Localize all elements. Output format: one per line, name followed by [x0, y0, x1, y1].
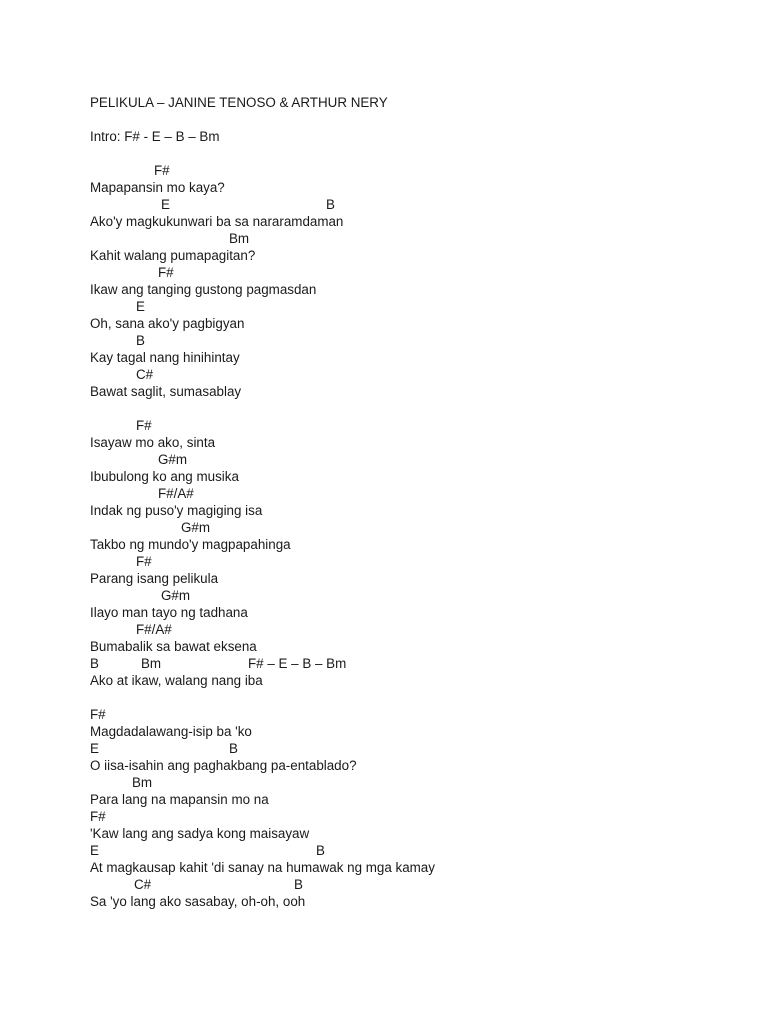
lyric-line: Ako'y magkukunwari ba sa nararamdaman: [90, 214, 344, 229]
chord: B: [229, 741, 238, 756]
chord-line: [90, 842, 730, 859]
chord: F#/A#: [136, 622, 172, 637]
chord-line: [90, 706, 730, 723]
chord-line: [90, 876, 730, 893]
spacer: [90, 145, 730, 162]
chord-line: [90, 366, 730, 383]
chord-line: [90, 298, 730, 315]
song-title: PELIKULA – JANINE TENOSO & ARTHUR NERY: [90, 95, 388, 110]
chord-line: [90, 808, 730, 825]
lyric-line: Bumabalik sa bawat eksena: [90, 639, 257, 654]
chord: Bm: [229, 231, 250, 246]
chord: E: [90, 741, 99, 756]
chorus: [90, 417, 730, 689]
chord: F#: [136, 418, 152, 433]
chord: B: [316, 843, 325, 858]
chord: B: [294, 877, 303, 892]
chord: G#m: [181, 520, 211, 535]
verse-1: [90, 162, 730, 400]
spacer: [90, 689, 730, 706]
chord: Bm: [141, 656, 162, 671]
chord: C#: [134, 877, 152, 892]
chord-line: [90, 417, 730, 434]
chord-line: [90, 230, 730, 247]
lyric-line: Mapapansin mo kaya?: [90, 180, 225, 195]
lyric-line: Ibubulong ko ang musika: [90, 469, 239, 484]
chord: F#: [158, 265, 174, 280]
chord: C#: [136, 367, 154, 382]
intro-line: Intro: F# - E – B – Bm: [90, 129, 220, 144]
chord-line: [90, 655, 730, 672]
chord-line: [90, 196, 730, 213]
chord: F#: [90, 809, 106, 824]
chord: F#: [90, 707, 106, 722]
lyric-line: Oh, sana ako'y pagbigyan: [90, 316, 245, 331]
chord: F#: [136, 554, 152, 569]
chord-line: [90, 162, 730, 179]
lyric-line: Magdadalawang-isip ba 'ko: [90, 724, 252, 739]
chord-line: [90, 332, 730, 349]
chord: B: [136, 333, 145, 348]
lyric-line: Indak ng puso'y magiging isa: [90, 503, 263, 518]
verse-2: [90, 706, 730, 910]
lyric-line: Bawat saglit, sumasablay: [90, 384, 242, 399]
chord: F#/A#: [158, 486, 194, 501]
lyric-line: Takbo ng mundo'y magpapahinga: [90, 537, 291, 552]
chord: B: [90, 656, 99, 671]
chord: G#m: [161, 588, 191, 603]
chord-line: [90, 740, 730, 757]
lyric-line: 'Kaw lang ang sadya kong maisayaw: [90, 826, 310, 841]
chord: E: [136, 299, 145, 314]
chord: F#: [154, 163, 170, 178]
lyric-line: Ilayo man tayo ng tadhana: [90, 605, 248, 620]
chord-line: [90, 485, 730, 502]
chord: B: [326, 197, 335, 212]
spacer: [90, 400, 730, 417]
chord-line: [90, 519, 730, 536]
chord-line: [90, 587, 730, 604]
chord-line: [90, 774, 730, 791]
chord-line: [90, 621, 730, 638]
lyric-line: Kahit walang pumapagitan?: [90, 248, 256, 263]
lyric-line: Isayaw mo ako, sinta: [90, 435, 216, 450]
lyric-line: Ako at ikaw, walang nang iba: [90, 673, 263, 688]
lyric-line: Kay tagal nang hinihintay: [90, 350, 240, 365]
chord-line: [90, 264, 730, 281]
chord: E: [90, 843, 99, 858]
chord-line: [90, 553, 730, 570]
lyric-line: Para lang na mapansin mo na: [90, 792, 269, 807]
lyric-line: Sa 'yo lang ako sasabay, oh-oh, ooh: [90, 894, 306, 909]
chord: Bm: [132, 775, 153, 790]
chord: F# – E – B – Bm: [248, 656, 347, 671]
chord: E: [161, 197, 170, 212]
lyric-line: Parang isang pelikula: [90, 571, 219, 586]
lyric-line: At magkausap kahit 'di sanay na humawak ng mga kamay: [90, 860, 435, 875]
lyric-line: Ikaw ang tanging gustong pagmasdan: [90, 282, 317, 297]
chord-line: [90, 451, 730, 468]
spacer: [90, 111, 730, 128]
chord: G#m: [158, 452, 188, 467]
chord-sheet: [90, 94, 730, 910]
lyric-line: O iisa-isahin ang paghakbang pa-entablado?: [90, 758, 357, 773]
